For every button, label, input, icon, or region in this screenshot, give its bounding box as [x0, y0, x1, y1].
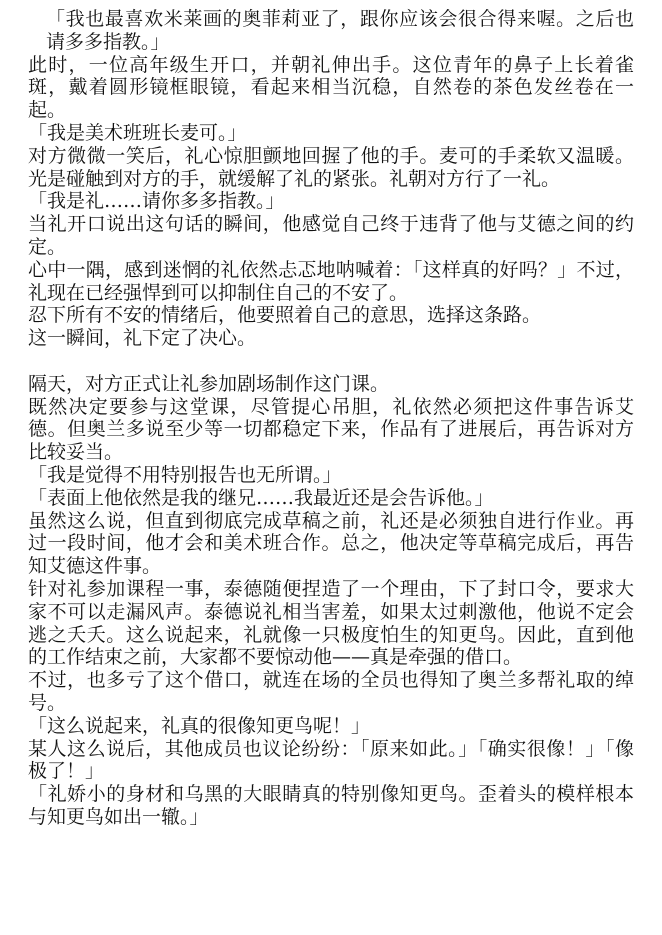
paragraph: 隔天，对方正式让礼参加剧场制作这门课。: [28, 372, 390, 395]
paragraph: 「我是礼……请你多多指教。」: [28, 190, 285, 213]
paragraph: 虽然这么说，但直到彻底完成草稿之前，礼还是必须独自进行作业。再过一段时间，他才会和美术班合作。总之，他决定等草稿完成后，再告知艾德这件事。: [28, 509, 634, 578]
paragraph: 此时，一位高年级生开口，并朝礼伸出手。这位青年的鼻子上长着雀斑，戴着圆形镜框眼镜，看起来相当沉稳，自然卷的茶色发丝卷在一起。: [28, 53, 634, 122]
paragraph: 这一瞬间，礼下定了决心。: [28, 327, 257, 350]
paragraph: 「我也最喜欢米莱画的奥菲莉亚了，跟你应该会很合得来喔。之后也请多多指教。」: [46, 8, 634, 53]
paragraph: 某人这么说后，其他成员也议论纷纷：「原来如此。」「确实很像！」「像极了！」: [28, 737, 634, 783]
paragraph: 「表面上他依然是我的继兄……我最近还是会告诉他。」: [28, 486, 494, 509]
paragraph: 「礼娇小的身材和乌黑的大眼睛真的特别像知更鸟。歪着头的模样根本与知更鸟如出一辙。」: [28, 783, 634, 828]
section-break: [28, 350, 634, 373]
paragraph: 「这么说起来，礼真的很像知更鸟呢！」: [28, 714, 371, 737]
paragraph: 「我是觉得不用特别报告也无所谓。」: [28, 463, 342, 486]
paragraph: 忍下所有不安的情绪后，他要照着自己的意思，选择这条路。: [28, 304, 542, 327]
paragraph: 对方微微一笑后，礼心惊胆颤地回握了他的手。麦可的手柔软又温暖。光是碰触到对方的手，就缓解了礼的紧张。礼朝对方行了一礼。: [28, 144, 634, 190]
document-page: [28, 8, 634, 829]
paragraph: 心中一隅，感到迷惘的礼依然忐忑地呐喊着：「这样真的好吗？」不过，礼现在已经强悍到可以抑制住自己的不安了。: [28, 258, 634, 304]
paragraph: 不过，也多亏了这个借口，就连在场的全员也得知了奥兰多帮礼取的绰号。: [28, 669, 634, 714]
paragraph: 既然决定要参与这堂课，尽管提心吊胆，礼依然必须把这件事告诉艾德。但奥兰多说至少等一切都稳定下来，作品有了进展后，再告诉对方比较妥当。: [28, 395, 634, 464]
paragraph: 当礼开口说出这句话的瞬间，他感觉自己终于违背了他与艾德之间的约定。: [28, 213, 634, 258]
paragraph: 「我是美术班班长麦可。」: [28, 121, 247, 144]
paragraph: 针对礼参加课程一事，泰德随便捏造了一个理由，下了封口令，要求大家不可以走漏风声。泰德说礼相当害羞，如果太过刺激他，他说不定会逃之夭夭。这么说起来，礼就像一只极度怕生的知更鸟。因此，直到他的工作结束之前，大家都不要惊动他——真是牵强的借口。: [28, 577, 634, 669]
